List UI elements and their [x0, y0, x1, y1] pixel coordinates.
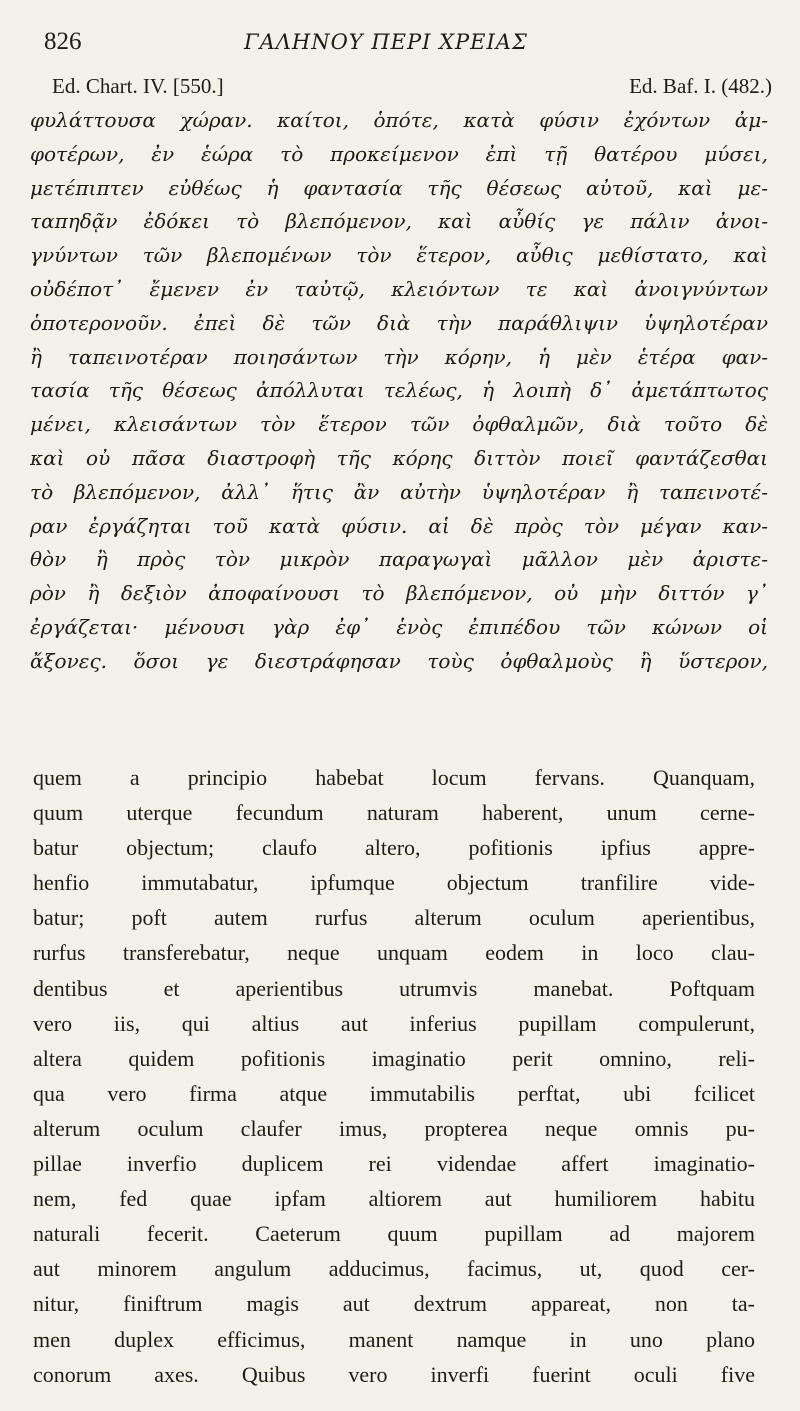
latin-line: qua vero firma atque immutabilis perftat, ubi fcilicet: [33, 1080, 755, 1106]
latin-line: altera quidem pofitionis imaginatio perit omnino, reli-: [33, 1045, 755, 1071]
greek-line: ραν ἐργάζηται τοῦ κατὰ φύσιν. αἱ δὲ πρὸς τὸν μέγαν καν-: [30, 513, 768, 538]
latin-line: nitur, finiftrum magis aut dextrum appareat, non ta-: [33, 1291, 755, 1317]
edition-references: [52, 74, 772, 102]
greek-line: τὸ βλεπόμενον, ἀλλ᾽ ἥτις ἂν αὐτὴν ὑψηλοτέραν ἢ ταπεινοτέ-: [30, 479, 768, 504]
latin-line: nem, fed quae ipfam altiorem aut humiliorem habitu: [33, 1186, 755, 1212]
latin-line: henfio immutabatur, ipfumque objectum tranfilire vide-: [33, 870, 755, 896]
edition-reference-chartier: Ed. Chart. IV. [550.]: [52, 74, 224, 98]
latin-line: men duplex efficimus, manent namque in uno plano: [33, 1326, 755, 1352]
latin-line: quum uterque fecundum naturam haberent, unum cerne-: [33, 800, 755, 826]
latin-line: quem a principio habebat locum fervans. Quanquam,: [33, 765, 755, 790]
greek-line: φυλάττουσα χώραν. καίτοι, ὁπότε, κατὰ φύσιν ἐχόντων ἀμ-: [30, 108, 768, 132]
greek-line: ἄξονες. ὅσοι γε διεστράφησαν τοὺς ὀφθαλμοὺς ἢ ὕστερον,: [30, 648, 768, 673]
latin-line: pillae inverfio duplicem rei videndae affert imaginatio-: [33, 1151, 755, 1177]
latin-line: alterum oculum claufer imus, propterea neque omnis pu-: [33, 1115, 755, 1141]
latin-line: dentibus et aperientibus utrumvis manebat. Poftquam: [33, 975, 755, 1001]
latin-line: aut minorem angulum adducimus, facimus, ut, quod cer-: [33, 1256, 755, 1282]
edition-reference-basel: Ed. Baf. I. (482.): [629, 74, 772, 98]
latin-line: naturali fecerit. Caeterum quum pupillam ad majorem: [33, 1221, 755, 1247]
greek-line: θὸν ἢ πρὸς τὸν μικρὸν παραγωγαὶ μᾶλλον μὲν ἀριστε-: [30, 547, 768, 572]
greek-line: ταπηδᾷν ἐδόκει τὸ βλεπόμενον, καὶ αὖθίς γε πάλιν ἀνοι-: [30, 209, 768, 234]
greek-line: γνύντων τῶν βλεπομένων τὸν ἕτερον, αὖθις μεθίστατο, καὶ: [30, 243, 768, 268]
latin-line: vero iis, qui altius aut inferius pupillam compulerunt,: [33, 1010, 755, 1036]
greek-line: ἐργάζεται· μένουσι γὰρ ἐφ᾽ ἑνὸς ἐπιπέδου τῶν κώνων οἱ: [30, 614, 768, 639]
greek-line: ὁποτερονοῦν. ἐπεὶ δὲ τῶν διὰ τὴν παράθλιψιν ὑψηλοτέραν: [30, 310, 768, 335]
latin-line: rurfus transferebatur, neque unquam eodem in loco clau-: [33, 940, 755, 966]
greek-line: καὶ οὐ πᾶσα διαστροφὴ τῆς κόρης διττὸν ποιεῖ φαντάζεσθαι: [30, 445, 768, 470]
latin-line: conorum axes. Quibus vero inverfi fuerint oculi five: [33, 1361, 755, 1387]
greek-line: ρὸν ἢ δεξιὸν ἀποφαίνουσι τὸ βλεπόμενον, οὐ μὴν διττόν γ᾽: [30, 581, 768, 606]
greek-line: οὐδέποτ᾽ ἔμενεν ἐν ταὐτῷ, κλειόντων τε καὶ ἀνοιγνύντων: [30, 276, 768, 301]
greek-line: φοτέρων, ἐν ἑώρα τὸ προκείμενον ἐπὶ τῇ θατέρου μύσει,: [30, 141, 768, 166]
page-number: 826: [44, 28, 82, 55]
latin-line: batur; poft autem rurfus alterum oculum aperientibus,: [33, 905, 755, 931]
latin-line: batur objectum; claufo altero, pofitionis ipfius appre-: [33, 835, 755, 861]
page-header: [44, 28, 770, 62]
running-title: ΓΑΛΗΝΟΥ ΠΕΡΙ ΧΡΕΙΑΣ: [244, 30, 528, 54]
greek-line: μετέπιπτεν εὐθέως ἡ φαντασία τῆς θέσεως αὐτοῦ, καὶ με-: [30, 175, 768, 200]
greek-line: ἢ ταπεινοτέραν ποιησάντων τὴν κόρην, ἡ μὲν ἑτέρα φαν-: [30, 344, 768, 369]
greek-line: τασία τῆς θέσεως ἀπόλλυται τελέως, ἡ λοιπὴ δ᾽ ἀμετάπτωτος: [30, 378, 768, 403]
greek-line: μένει, κλεισάντων τὸν ἕτερον τῶν ὀφθαλμῶν, διὰ τοῦτο δὲ: [30, 412, 768, 437]
greek-text-block: [30, 104, 768, 679]
latin-translation-block: [33, 760, 755, 1392]
